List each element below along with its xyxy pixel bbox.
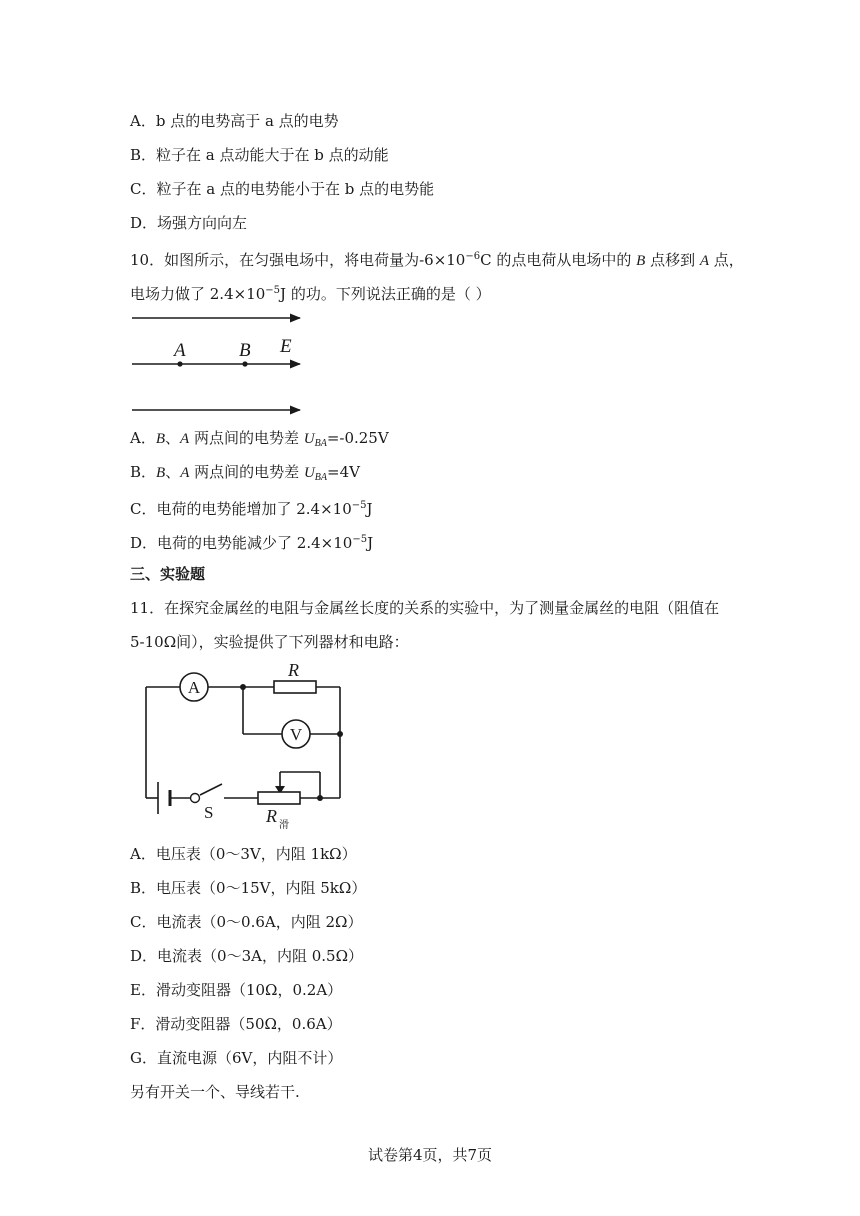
junction-dot-bottom xyxy=(317,795,323,801)
q11-option-e: E．滑动变阻器（10Ω，0.2A） xyxy=(130,981,343,999)
q11-extra-note: 另有开关一个、导线若干. xyxy=(130,1083,300,1101)
point-a-dot xyxy=(177,361,182,366)
q10-option-c: C．电荷的电势能增加了 $2.4\times 10^{-5}J$ xyxy=(130,500,373,518)
point-a-label: A xyxy=(174,340,186,361)
q9-option-d: D．场强方向向左 xyxy=(130,214,248,232)
q11-circuit-diagram xyxy=(138,660,358,832)
switch-label: S xyxy=(204,803,214,822)
q10-option-b: B．B、A 两点间的电势差 $U_{BA}=4V$ xyxy=(130,463,360,483)
ammeter-label: A xyxy=(187,678,201,697)
q10-option-d: D．电荷的电势能减少了 $2.4\times 10^{-5}J$ xyxy=(130,534,374,552)
q11-option-g: G．直流电源（6V，内阻不计） xyxy=(130,1049,343,1067)
q11-option-d: D．电流表（0～3A，内阻 0.5Ω） xyxy=(130,947,364,965)
q10-stem-line2: 电场力做了 $2.4\times 10^{-5}J$ 的功。下列说法正确的是（ ） xyxy=(130,285,491,303)
q11-option-a: A．电压表（0～3V，内阻 1kΩ） xyxy=(130,845,357,863)
point-b-dot xyxy=(242,361,247,366)
q9-option-c: C．粒子在 a 点的电势能小于在 b 点的电势能 xyxy=(130,180,435,198)
q10-field-figure xyxy=(128,308,308,420)
junction-dot-right xyxy=(337,731,343,737)
rheostat-label: R xyxy=(266,806,277,826)
section-heading: 三、实验题 xyxy=(130,565,206,583)
q9-option-b: B．粒子在 a 点动能大于在 b 点的动能 xyxy=(130,146,389,164)
field-e-label: E xyxy=(280,336,292,357)
rheostat-box xyxy=(258,792,300,804)
q11-stem-line2: 5-10Ω间），实验提供了下列器材和电路： xyxy=(130,633,409,651)
q11-stem-line1: 11．在探究金属丝的电阻与金属丝长度的关系的实验中，为了测量金属丝的电阻（阻值在 xyxy=(130,599,720,617)
q11-option-c: C．电流表（0～0.6A，内阻 2Ω） xyxy=(130,913,363,931)
junction-dot-top xyxy=(240,684,246,690)
point-b-label: B xyxy=(239,340,251,361)
q9-option-a: A．b 点的电势高于 a 点的电势 xyxy=(130,112,339,130)
q11-option-f: F．滑动变阻器（50Ω，0.6A） xyxy=(130,1015,342,1033)
q10-option-a: A．B、A 两点间的电势差 $U_{BA}=-0.25V$ xyxy=(130,429,389,449)
resistor-label: R xyxy=(288,660,299,680)
rheostat-subscript: 滑 xyxy=(279,820,289,831)
voltmeter-label: V xyxy=(289,725,303,744)
q10-stem-line1: 10．如图所示，在匀强电场中，将电荷量为$-6\times 10^{-6}C$ 的点电荷从电场中的 B 点移到 A 点， xyxy=(130,251,744,269)
q11-option-b: B．电压表（0～15V，内阻 5kΩ） xyxy=(130,879,367,897)
page-footer: 试卷第4页，共7页 xyxy=(367,1146,493,1164)
switch-contact-left xyxy=(191,794,200,803)
resistor-box xyxy=(274,681,316,693)
